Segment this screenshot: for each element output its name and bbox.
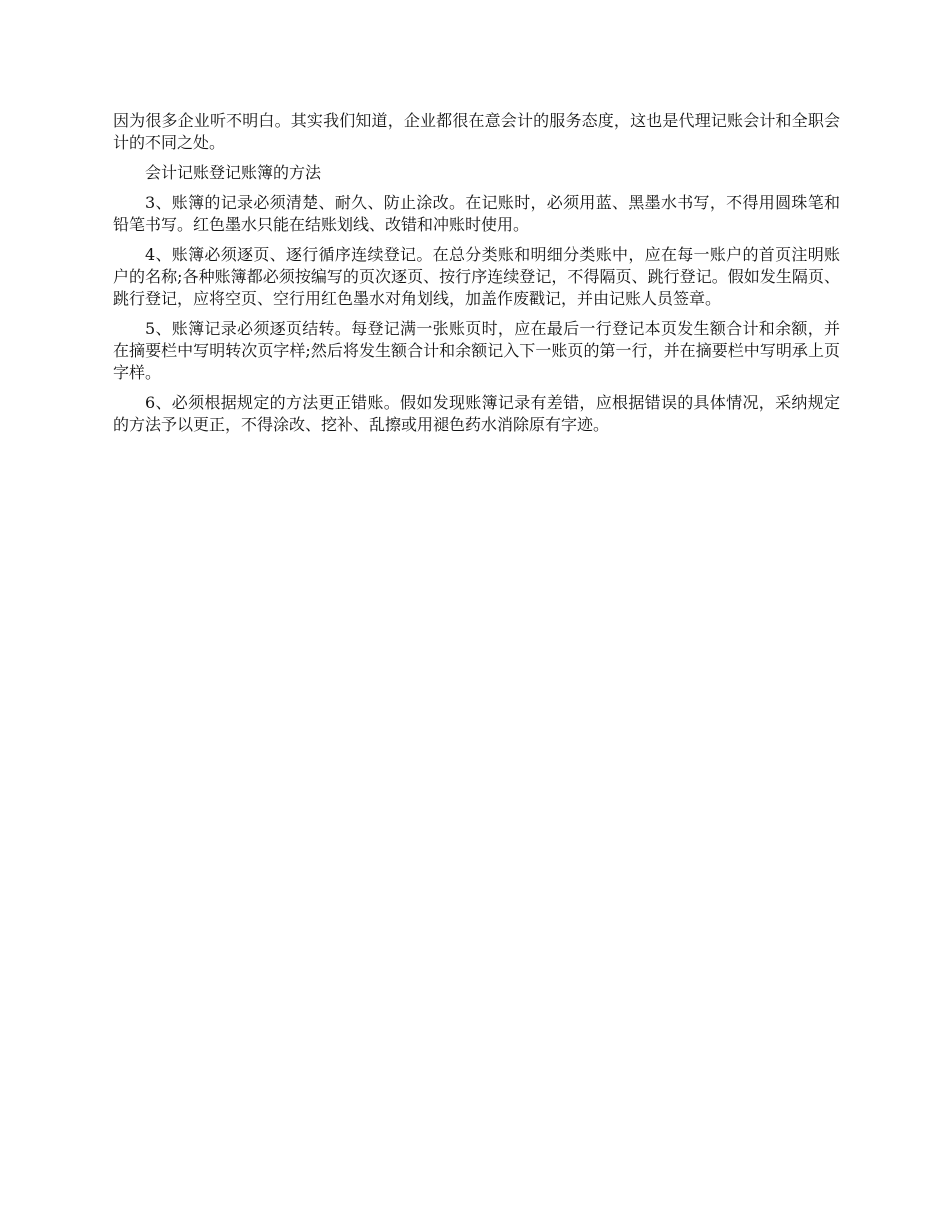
paragraph-rule-3: 3、账簿的记录必须清楚、耐久、防止涂改。在记账时，必须用蓝、黑墨水书写，不得用圆珠笔和铅笔书写。红色墨水只能在结账划线、改错和冲账时使用。 xyxy=(113,193,840,234)
paragraph-rule-4: 4、账簿必须逐页、逐行循序连续登记。在总分类账和明细分类账中，应在每一账户的首页注明账户的名称;各种账簿都必须按编写的页次逐页、按行序连续登记，不得隔页、跳行登记。假如发生隔页、跳行登记，应将空页、空行用红色墨水对角划线，加盖作废戳记，并由记账人员签章。 xyxy=(113,245,840,308)
section-heading: 会计记账登记账簿的方法 xyxy=(145,163,322,182)
paragraph-rule-6: 6、必须根据规定的方法更正错账。假如发现账簿记录有差错，应根据错误的具体情况，采纳规定的方法予以更正，不得涂改、挖补、乱擦或用褪色药水消除原有字迹。 xyxy=(113,393,840,434)
paragraph-intro: 因为很多企业听不明白。其实我们知道，企业都很在意会计的服务态度，这也是代理记账会计和全职会计的不同之处。 xyxy=(113,111,840,152)
document-page xyxy=(113,110,840,444)
paragraph-rule-5: 5、账簿记录必须逐页结转。每登记满一张账页时，应在最后一行登记本页发生额合计和余额，并在摘要栏中写明转次页字样;然后将发生额合计和余额记入下一账页的第一行，并在摘要栏中写明承上页字样。 xyxy=(113,319,840,382)
